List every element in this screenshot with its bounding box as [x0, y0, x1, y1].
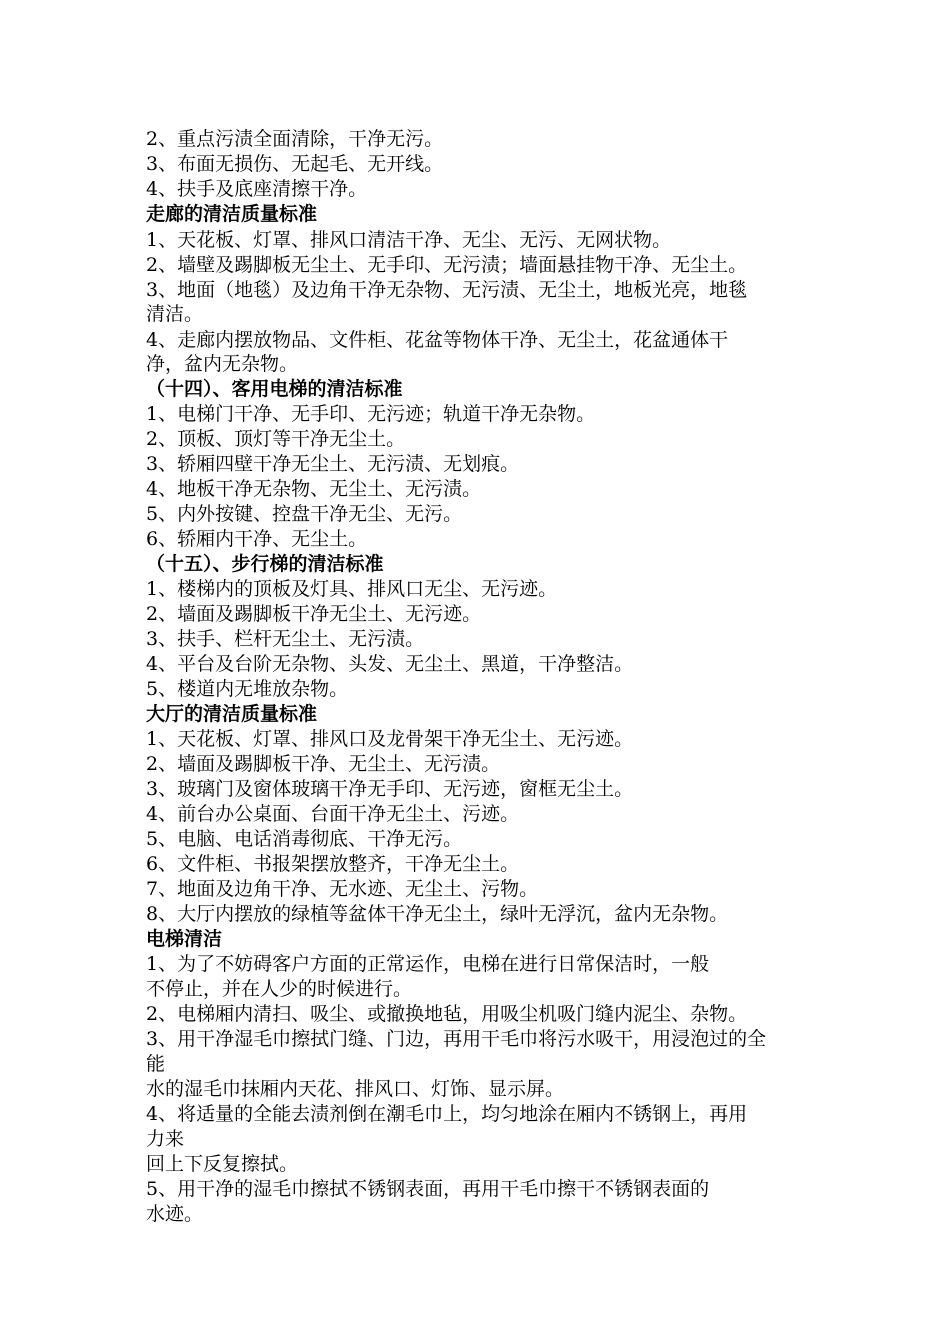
text-line: 7、地面及边角干净、无水迹、无尘土、污物。 [146, 878, 539, 900]
text-line: 1、楼梯内的顶板及灯具、排风口无尘、无污迹。 [146, 578, 558, 600]
text-line: 1、为了不妨碍客户方面的正常运作，电梯在进行日常保洁时，一般 [146, 953, 710, 975]
text-line: 2、墙壁及踢脚板无尘土、无手印、无污渍；墙面悬挂物干净、无尘土。 [146, 254, 748, 276]
text-line: 3、扶手、栏杆无尘土、无污渍。 [146, 628, 425, 650]
text-line: 力来 [146, 1128, 185, 1150]
text-line: 回上下反复擦拭。 [146, 1153, 299, 1175]
text-line: 4、地板干净无杂物、无尘土、无污渍。 [146, 478, 482, 500]
section-heading: 电梯清洁 [146, 928, 223, 950]
text-line: 6、文件柜、书报架摆放整齐，干净无尘土。 [146, 853, 520, 875]
section-heading: （十四）、客用电梯的清洁标准 [146, 378, 403, 400]
text-line: 4、前台办公桌面、台面干净无尘土、污迹。 [146, 803, 520, 825]
text-line: 3、玻璃门及窗体玻璃干净无手印、无污迹，窗框无尘土。 [146, 778, 634, 800]
text-line: 2、重点污渍全面清除，干净无污。 [146, 128, 444, 150]
text-line: 3、布面无损伤、无起毛、无开线。 [146, 153, 444, 175]
text-line: 8、大厅内摆放的绿植等盆体干净无尘土，绿叶无浮沉，盆内无杂物。 [146, 903, 729, 925]
text-line: 2、墙面及踢脚板干净无尘土、无污迹。 [146, 603, 482, 625]
text-line: 3、用干净湿毛巾擦拭门缝、门边，再用干毛巾将污水吸干，用浸泡过的全 [146, 1028, 767, 1050]
text-line: 4、将适量的全能去渍剂倒在潮毛巾上，均匀地涂在厢内不锈钢上，再用 [146, 1103, 748, 1125]
text-line: 2、顶板、顶灯等干净无尘土。 [146, 428, 406, 450]
text-line: 水迹。 [146, 1203, 204, 1225]
text-line: 2、墙面及踢脚板干净、无尘土、无污渍。 [146, 753, 501, 775]
text-line: 水的湿毛巾抹厢内天花、排风口、灯饰、显示屏。 [146, 1078, 565, 1100]
text-line: 3、地面（地毯）及边角干净无杂物、无污渍、无尘土，地板光亮，地毯 [146, 279, 748, 301]
text-line: 3、轿厢四壁干净无尘土、无污渍、无划痕。 [146, 453, 520, 475]
text-line: 5、用干净的湿毛巾擦拭不锈钢表面，再用干毛巾擦干不锈钢表面的 [146, 1178, 710, 1200]
section-heading: （十五）、步行梯的清洁标准 [146, 553, 384, 575]
text-line: 不停止，并在人少的时候进行。 [146, 978, 413, 1000]
section-heading: 大厅的清洁质量标准 [146, 703, 318, 725]
text-line: 清洁。 [146, 303, 204, 325]
text-line: 净，盆内无杂物。 [146, 353, 299, 375]
text-line: 5、电脑、电话消毒彻底、干净无污。 [146, 828, 463, 850]
text-line: 5、内外按键、控盘干净无尘、无污。 [146, 503, 463, 525]
text-line: 1、天花板、灯罩、排风口清洁干净、无尘、无污、无网状物。 [146, 229, 672, 251]
text-line: 4、平台及台阶无杂物、头发、无尘土、黑道，干净整洁。 [146, 653, 634, 675]
text-line: 4、扶手及底座清擦干净。 [146, 178, 368, 200]
text-line: 1、天花板、灯罩、排风口及龙骨架干净无尘土、无污迹。 [146, 728, 634, 750]
section-heading: 走廊的清洁质量标准 [146, 203, 318, 225]
text-line: 6、轿厢内干净、无尘土。 [146, 528, 368, 550]
text-line: 能 [146, 1053, 166, 1075]
text-line: 2、电梯厢内清扫、吸尘、或撤换地毡，用吸尘机吸门缝内泥尘、杂物。 [146, 1003, 748, 1025]
text-line: 1、电梯门干净、无手印、无污迹；轨道干净无杂物。 [146, 403, 596, 425]
text-line: 4、走廊内摆放物品、文件柜、花盆等物体干净、无尘土，花盆通体干 [146, 329, 729, 351]
text-line: 5、楼道内无堆放杂物。 [146, 678, 349, 700]
